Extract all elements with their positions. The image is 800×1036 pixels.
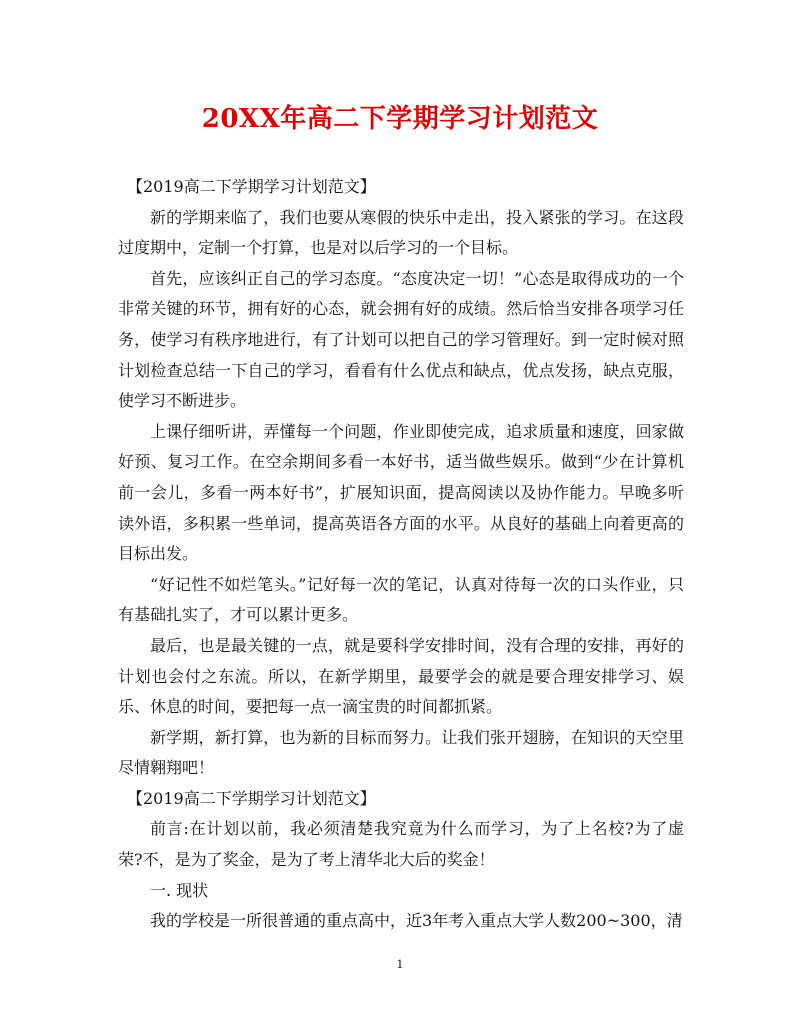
paragraph: 首先，应该纠正自己的学习态度。“态度决定一切！”心态是取得成功的一个非常关键的环节，拥有好的心态，就会拥有好的成绩。然后恰当安排各项学习任务，使学习有秩序地进行，有了计划可以把自己的学习管理好。到一定时候对照计划检查总结一下自己的学习，看看有什么优点和缺点，优点发扬，缺点克服，使学习不断进步。 [118,268,684,411]
paragraph: 前言:在计划以前，我必须清楚我究竟为什么而学习，为了上名校?为了虚荣?不，是为了奖金，是为了考上清华北大后的奖金！ [118,819,684,870]
paragraph: 新学期，新打算，也为新的目标而努力。让我们张开翅膀，在知识的天空里尽情翱翔吧！ [118,727,684,778]
paragraph: 新的学期来临了，我们也要从寒假的快乐中走出，投入紧张的学习。在这段过度期中，定制一个打算，也是对以后学习的一个目标。 [118,207,684,258]
page-number: 1 [396,958,404,971]
paragraph: 我的学校是一所很普通的重点高中，近3年考入重点大学人数200~300，清 [150,911,683,931]
subsection-heading: 一. 现状 [150,880,209,900]
document-title: 20XX年高二下学期学习计划范文 [201,104,599,134]
paragraph: “好记性不如烂笔头。”记好每一次的笔记，认真对待每一次的口头作业，只有基础扎实了，才可以累计更多。 [118,574,684,625]
section-heading: 【2019高二下学期学习计划范文】 [127,788,376,808]
document-body [118,172,684,937]
paragraph: 最后，也是最关键的一点，就是要科学安排时间，没有合理的安排，再好的计划也会付之东流。所以，在新学期里，最要学会的就是要合理安排学习、娱乐、休息的时间，要把每一点一滴宝贵的时间都抓紧。 [118,635,684,717]
section-heading: 【2019高二下学期学习计划范文】 [127,177,376,196]
paragraph: 上课仔细听讲，弄懂每一个问题，作业即使完成，追求质量和速度，回家做好预、复习工作。在空余期间多看一本好书，适当做些娱乐。做到“少在计算机前一会儿，多看一两本好书”，扩展知识面，提高阅读以及协作能力。早晚多听读外语，多积累一些单词，提高英语各方面的水平。从良好的基础上向着更高的目标出发。 [118,421,684,564]
